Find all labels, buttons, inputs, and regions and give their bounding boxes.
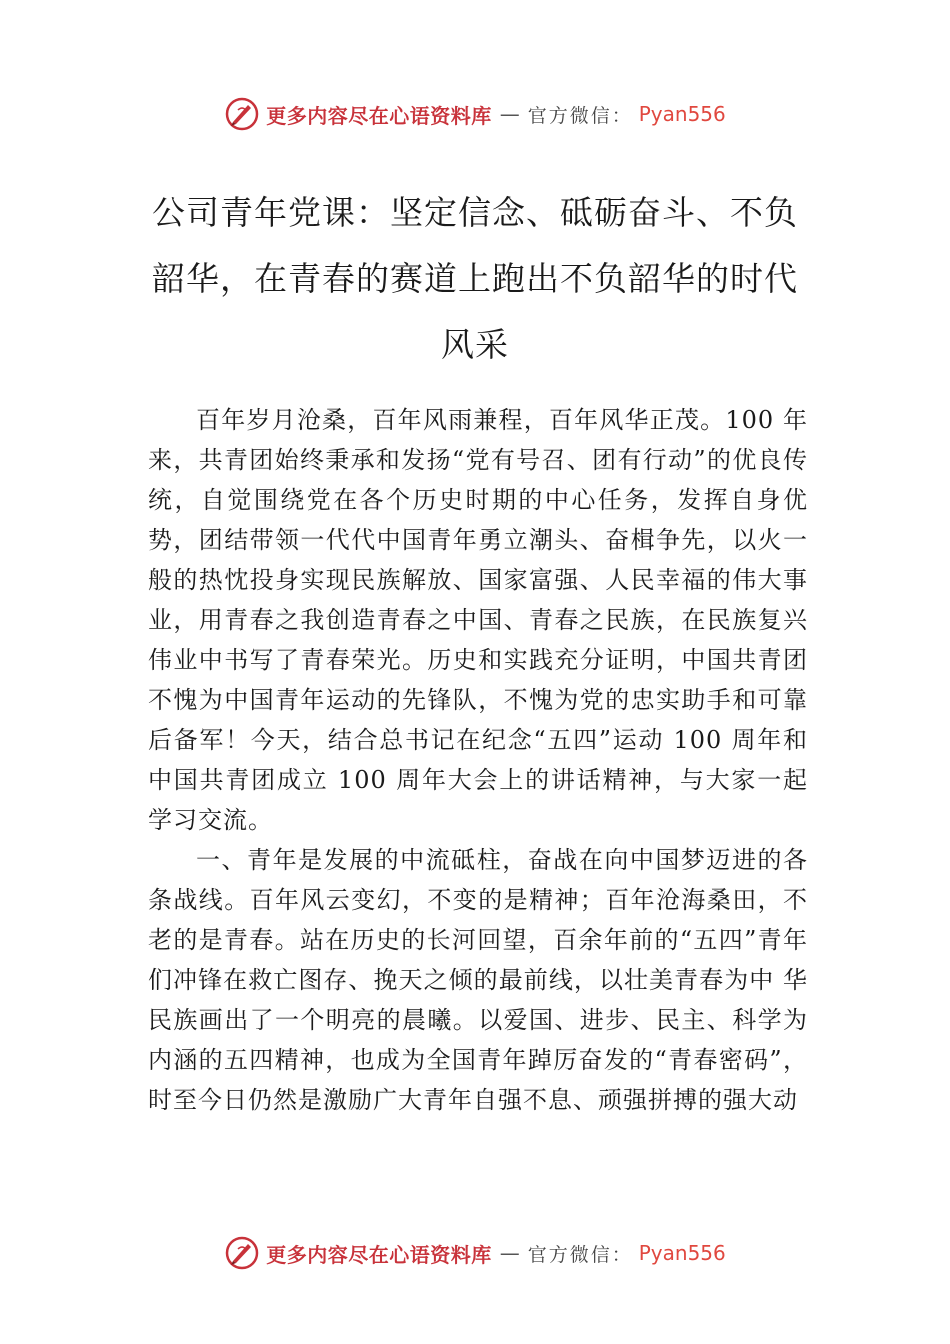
watermark-dash: — [499,1241,520,1265]
watermark-main-text: 更多内容尽在心语资料库 [266,1242,492,1267]
brush-logo-icon [224,96,260,132]
document-title: 公司青年党课：坚定信念、砥砺奋斗、不负韶华，在青春的赛道上跑出不负韶华的时代风采 [152,193,798,364]
watermark-dash: — [499,102,520,126]
watermark-wechat-id: Pyan556 [638,1241,726,1265]
footer-watermark [0,1233,950,1273]
watermark-wechat-id: Pyan556 [638,102,726,126]
header-watermark [0,94,950,134]
brush-logo-icon [224,1235,260,1271]
watermark-main-text: 更多内容尽在心语资料库 [266,103,492,128]
paragraph-2: 一、青年是发展的中流砥柱，奋战在向中国梦迈进的各条战线。百年风云变幻，不变的是精神；百年沧海桑田，不老的是青春。站在历史的长河回望，百余年前的“五四”青年们冲锋在救亡图存、挽天之倾的最前线，以壮美青春为中 华民族画出了一个明亮的晨曦。以爱国、进步、民主、科学为内涵的五四精神，也成为全国青年踔厉奋发的“青春密码”，时至今日仍然是激励广大青年自强不息、顽强拼搏的强大动 [148,846,808,1114]
paragraph-1: 百年岁月沧桑，百年风雨兼程，百年风华正茂。100 年来，共青团始终秉承和发扬“党有号召、团有行动”的优良传统，自觉围绕党在各个历史时期的中心任务，发挥自身优势，团结带领一代代中国青年勇立潮头、奋楫争先，以火一般的热忱投身实现民族解放、国家富强、人民幸福的伟大事业，用青春之我创造青春之中国、青春之民族，在民族复兴伟业中书写了青春荣光。历史和实践充分证明，中国共青团 不愧为中国青年运动的先锋队，不愧为党的忠实助手和可靠后备军！今天，结合总书记在纪念“五四”运动 100 周年和中国共青团成立 100 周年大会上的讲话精神，与大家一起学习交流。 [148,406,808,834]
watermark-official-label: 官方微信： [527,104,633,127]
watermark-official-label: 官方微信： [527,1243,633,1266]
document-body [148,400,808,1120]
